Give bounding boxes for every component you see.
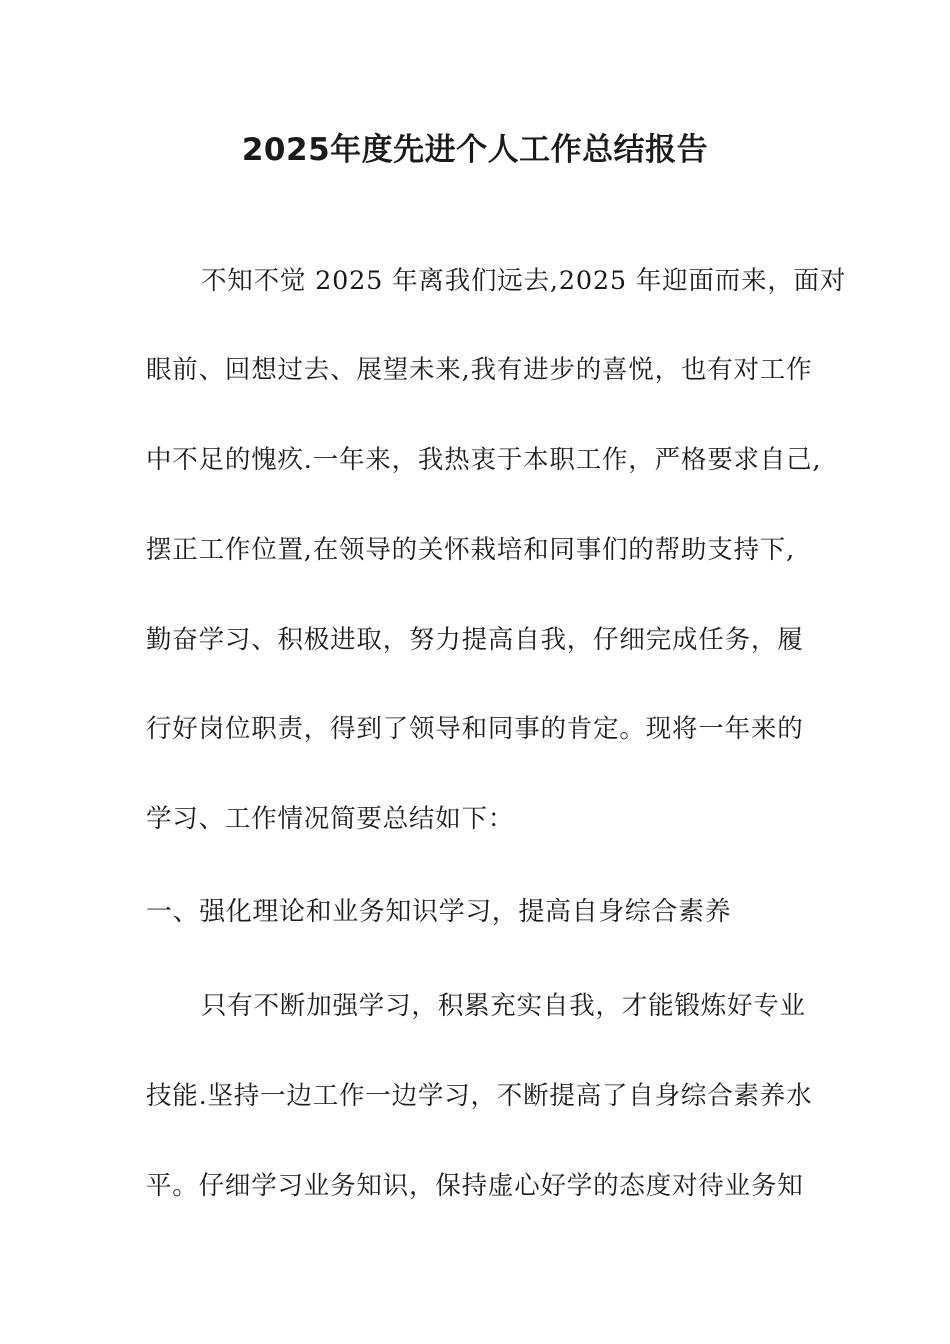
- paragraph-line: 中不足的愧疚.一年来，我热衷于本职工作，严格要求自己,: [146, 445, 822, 475]
- paragraph-line: 平。仔细学习业务知识，保持虚心好学的态度对待业务知: [146, 1171, 804, 1201]
- document-title: 2025年度先进个人工作总结报告: [241, 132, 709, 168]
- paragraph-line: 不知不觉 2025 年离我们远去,2025 年迎面而来，面对: [201, 266, 847, 296]
- paragraph-line: 学习、工作情况简要总结如下：: [146, 804, 515, 834]
- section-heading: 一、强化理论和业务知识学习，提高自身综合素养: [146, 897, 732, 927]
- paragraph-line: 眼前、回想过去、展望未来,我有进步的喜悦，也有对工作: [146, 355, 813, 385]
- paragraph-line: 摆正工作位置,在领导的关怀栽培和同事们的帮助支持下,: [146, 535, 796, 565]
- paragraph-line: 行好岗位职责，得到了领导和同事的肯定。现将一年来的: [146, 714, 804, 744]
- paragraph-line: 技能.坚持一边工作一边学习，不断提高了自身综合素养水: [146, 1081, 813, 1111]
- paragraph-line: 勤奋学习、积极进取，努力提高自我，仔细完成任务，履: [146, 625, 804, 655]
- paragraph-line: 只有不断加强学习，积累充实自我，才能锻炼好专业: [201, 991, 806, 1021]
